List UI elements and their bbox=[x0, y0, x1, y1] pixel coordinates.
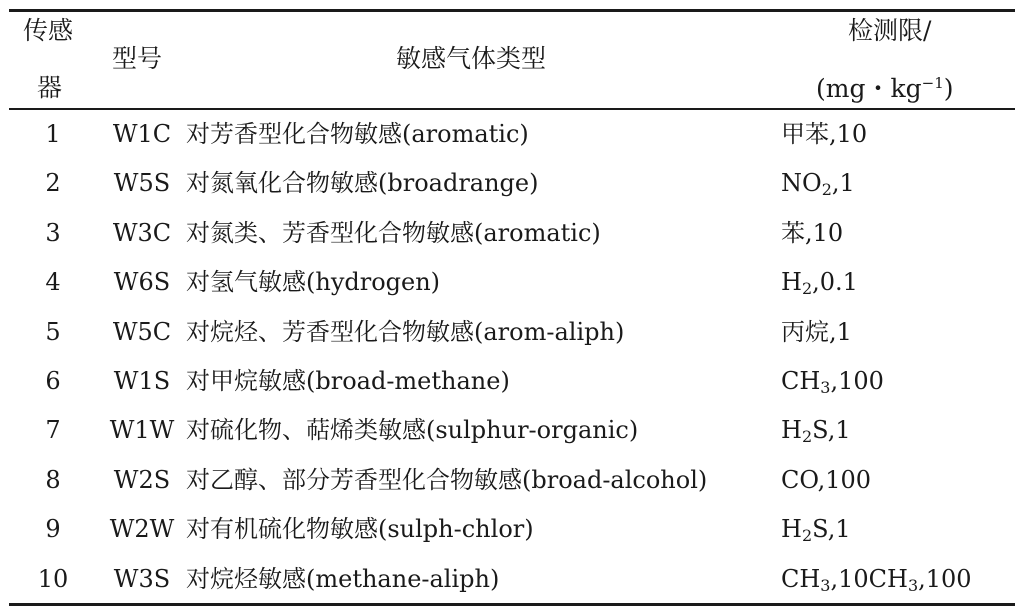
cell-index: 1 bbox=[45, 120, 61, 148]
cell-gas-type: 对烷烃敏感(methane-aliph) bbox=[186, 564, 500, 593]
cell-index: 8 bbox=[45, 465, 61, 494]
cell-detection-limit: 丙烷,1 bbox=[781, 317, 852, 346]
table-row bbox=[0, 110, 1024, 159]
table-row bbox=[0, 209, 1024, 258]
cell-model: W2W bbox=[109, 515, 175, 544]
header-limit-line2: (mg・$kg^{-1}$) bbox=[816, 74, 954, 103]
cell-detection-limit: $CH_3,100$ bbox=[781, 366, 884, 397]
table-row bbox=[0, 555, 1024, 604]
cell-detection-limit: 甲苯,10 bbox=[781, 120, 868, 148]
table-bottom-rule bbox=[9, 603, 1015, 606]
cell-detection-limit: $H_2,0.1$ bbox=[781, 268, 858, 299]
cell-detection-limit: $CH_3,10CH_3,100$ bbox=[781, 564, 972, 595]
table-row bbox=[0, 406, 1024, 455]
cell-index: 7 bbox=[45, 416, 61, 445]
table-row bbox=[0, 357, 1024, 406]
cell-index: 5 bbox=[45, 317, 61, 346]
cell-model: W3C bbox=[112, 218, 172, 247]
table-row bbox=[0, 308, 1024, 357]
cell-index: 4 bbox=[45, 268, 61, 297]
cell-gas-type: 对硫化物、萜烯类敏感(sulphur-organic) bbox=[186, 416, 639, 445]
header-sensor-line2: 器 bbox=[37, 73, 63, 102]
header-gas-type: 敏感气体类型 bbox=[396, 44, 547, 73]
cell-detection-limit: 苯,10 bbox=[781, 218, 844, 247]
cell-detection-limit: $H_2S,1$ bbox=[781, 515, 851, 546]
cell-model: W5S bbox=[113, 169, 171, 198]
cell-detection-limit: $NO_2,1$ bbox=[781, 169, 855, 200]
cell-detection-limit: $H_2S,1$ bbox=[781, 416, 851, 447]
table-row bbox=[0, 258, 1024, 307]
header-sensor-line1: 传感 bbox=[23, 16, 74, 45]
cell-detection-limit: CO,100 bbox=[781, 465, 872, 494]
cell-gas-type: 对氮类、芳香型化合物敏感(aromatic) bbox=[186, 218, 601, 247]
cell-model: W3S bbox=[113, 564, 171, 593]
table-row bbox=[0, 456, 1024, 505]
cell-index: 2 bbox=[45, 169, 61, 198]
cell-index: 10 bbox=[37, 564, 69, 593]
cell-gas-type: 对芳香型化合物敏感(aromatic) bbox=[186, 120, 529, 148]
cell-index: 3 bbox=[45, 218, 61, 247]
header-model: 型号 bbox=[112, 44, 163, 73]
header-limit-line1: 检测限/ bbox=[848, 16, 932, 45]
cell-index: 6 bbox=[45, 366, 61, 395]
cell-gas-type: 对甲烷敏感(broad-methane) bbox=[186, 366, 510, 395]
cell-model: W1C bbox=[112, 120, 172, 148]
cell-index: 9 bbox=[45, 515, 61, 544]
cell-gas-type: 对氮氧化合物敏感(broadrange) bbox=[186, 169, 539, 198]
cell-model: W1S bbox=[113, 366, 171, 395]
cell-gas-type: 对乙醇、部分芳香型化合物敏感(broad-alcohol) bbox=[186, 465, 708, 494]
cell-model: W5C bbox=[112, 317, 172, 346]
table-top-rule bbox=[9, 9, 1015, 12]
table-row bbox=[0, 505, 1024, 554]
cell-model: W6S bbox=[113, 268, 171, 297]
table-row bbox=[0, 159, 1024, 208]
cell-gas-type: 对烷烃、芳香型化合物敏感(arom-aliph) bbox=[186, 317, 625, 346]
cell-model: W2S bbox=[113, 465, 171, 494]
cell-gas-type: 对有机硫化物敏感(sulph-chlor) bbox=[186, 515, 534, 544]
table-body bbox=[0, 110, 1024, 604]
cell-gas-type: 对氢气敏感(hydrogen) bbox=[186, 268, 441, 297]
cell-model: W1W bbox=[109, 416, 175, 445]
